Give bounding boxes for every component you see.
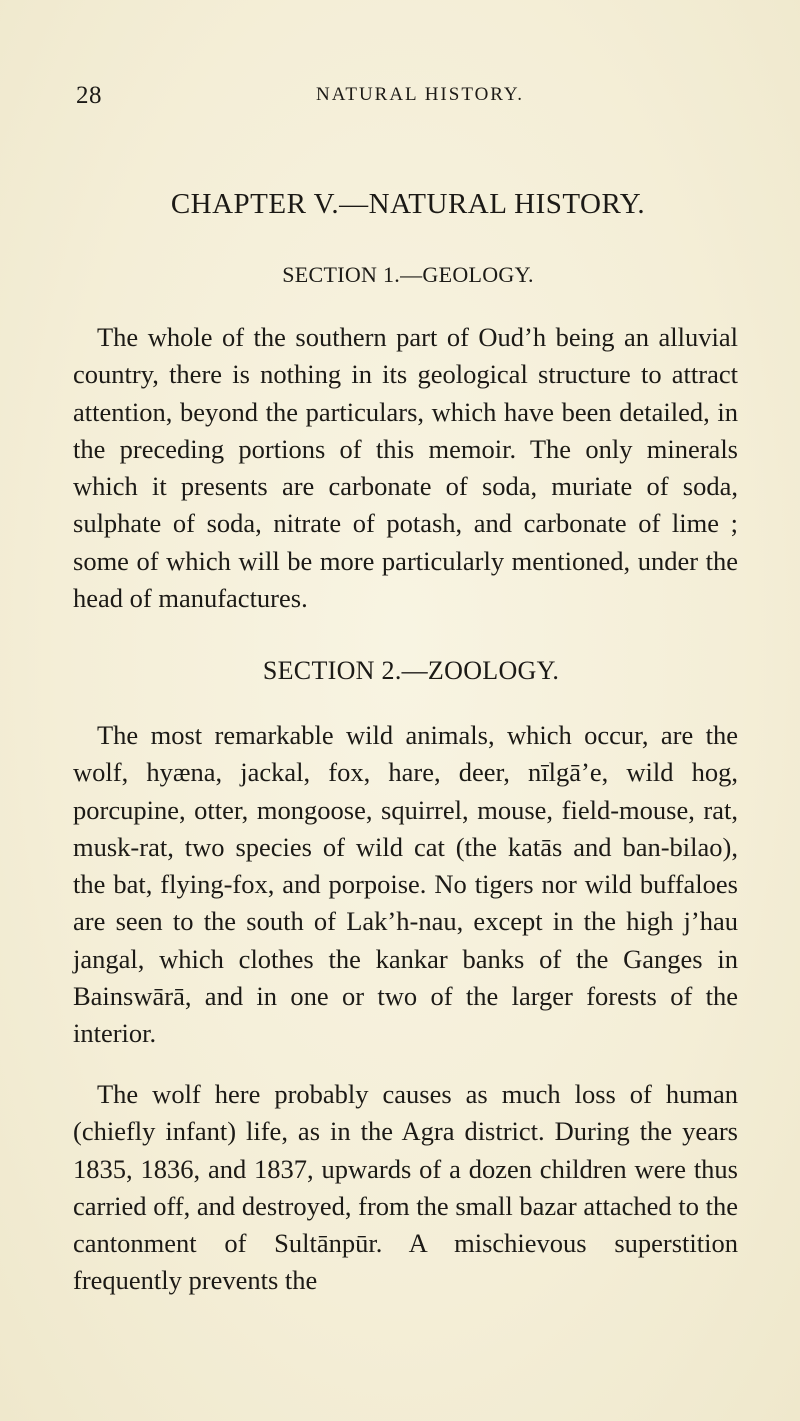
- geology-paragraph: The whole of the southern part of Oud’h being an alluvial country, there is nothing in its geological structure to attract attention, beyond the particulars, which have been detailed, in the preceding portions of this memoir. The only minerals which it presents are carbonate of soda, muriate of soda, sulphate of soda, nitrate of potash, and carbonate of lime ; some of which will be more particularly mentioned, under the head of manufactures.: [73, 322, 738, 614]
- running-title: NATURAL HISTORY.: [316, 84, 524, 105]
- zoology-paragraph-animals: The most remarkable wild animals, which occur, are the wolf, hyæna, jackal, fox, hare, deer, nīlgā’e, wild hog, porcupine, otter, mongoose, squirrel, mouse, field-mouse, rat, musk-rat, two species of wild cat (the katās and ban-bilao), the bat, flying-fox, and porpoise. No tigers nor wild buffaloes are seen to the south of Lak’h-nau, except in the high j’hau jangal, which clothes the kankar banks of the Ganges in Bainswārā, and in one or two of the larger forests of the interior.: [73, 720, 738, 1049]
- chapter-title: CHAPTER V.—NATURAL HISTORY.: [170, 188, 646, 220]
- section-heading-zoology: SECTION 2.—ZOOLOGY.: [262, 656, 560, 685]
- zoology-paragraph-wolf: The wolf here probably causes as much loss of human (chiefly infant) life, as in the Agra district. During the years 1835, 1836, and 1837, upwards of a dozen children were thus carried off, and destroyed, from the small bazar attached to the cantonment of Sultānpūr. A mischievous superstition frequently prevents the: [73, 1079, 738, 1296]
- running-head: [76, 82, 736, 112]
- page-number: 28: [76, 82, 102, 109]
- section-heading-geology: SECTION 1.—GEOLOGY.: [282, 262, 534, 287]
